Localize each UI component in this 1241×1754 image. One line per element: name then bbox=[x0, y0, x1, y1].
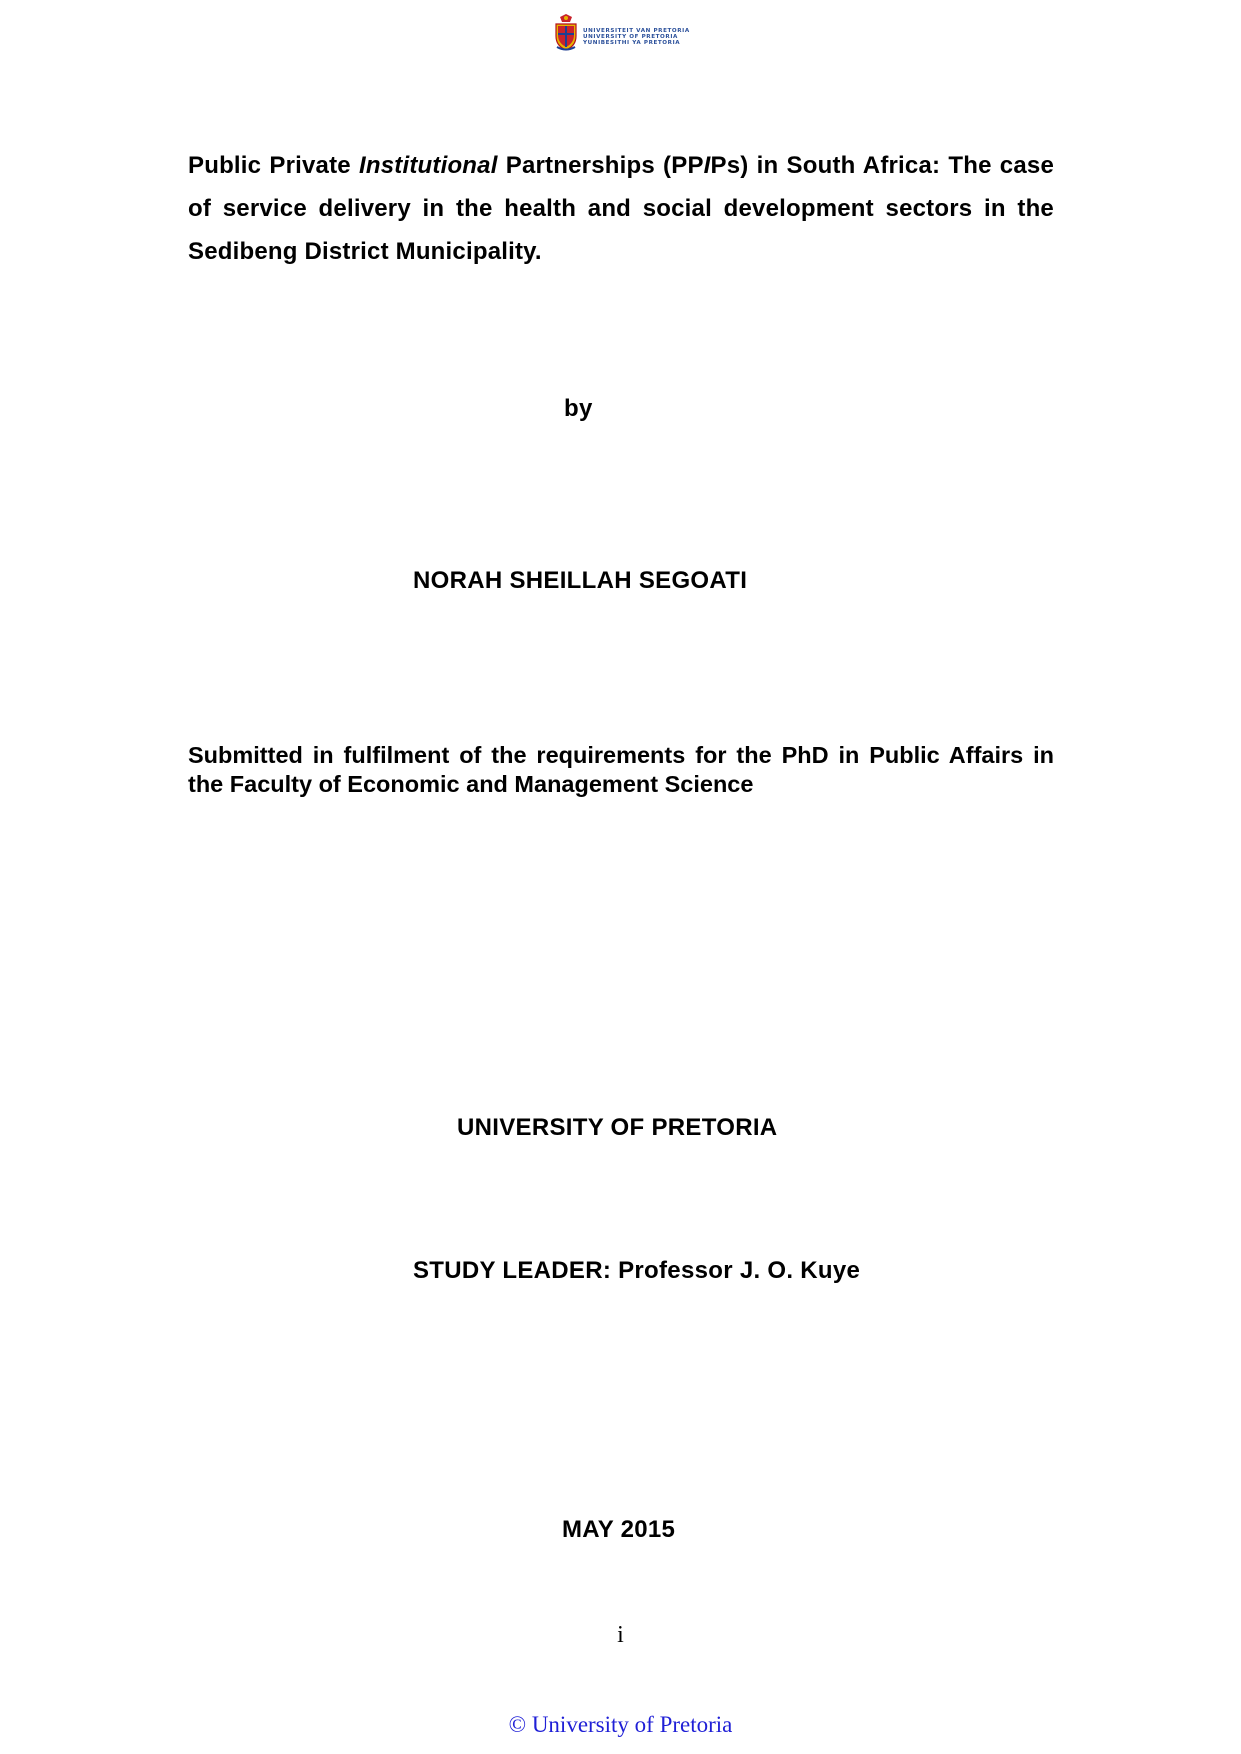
university-logo bbox=[553, 14, 688, 54]
title-part: Public Private bbox=[188, 152, 359, 179]
logo-line: UNIVERSITEIT VAN PRETORIA bbox=[583, 28, 690, 34]
logo-wordmark bbox=[583, 28, 690, 47]
logo-line: UNIVERSITY OF PRETORIA bbox=[583, 34, 678, 41]
title-part: Ps) in South Africa: The case of service delivery in the health and social development sectors in the Sedibeng District Municipality. bbox=[188, 152, 1054, 265]
crest-icon bbox=[553, 14, 579, 52]
study-leader: STUDY LEADER: Professor J. O. Kuye bbox=[413, 1257, 861, 1284]
title-part: Partnerships (PP bbox=[497, 152, 704, 179]
author-name: NORAH SHEILLAH SEGOATI bbox=[413, 567, 748, 594]
submission-date: MAY 2015 bbox=[562, 1516, 676, 1543]
logo-line: YUNIBESITHI YA PRETORIA bbox=[583, 40, 681, 47]
thesis-title bbox=[188, 144, 1054, 273]
by-label: by bbox=[564, 395, 593, 422]
copyright-notice: © University of Pretoria bbox=[508, 1712, 733, 1737]
title-italic-letter: I bbox=[703, 152, 711, 179]
page-number: i bbox=[617, 1622, 624, 1648]
university-name: UNIVERSITY OF PRETORIA bbox=[457, 1114, 778, 1141]
submission-statement: Submitted in fulfilment of the requirements for the PhD in Public Affairs in the Faculty of Economic and Management Science bbox=[188, 742, 1054, 797]
title-italic: Institutional bbox=[359, 152, 498, 179]
